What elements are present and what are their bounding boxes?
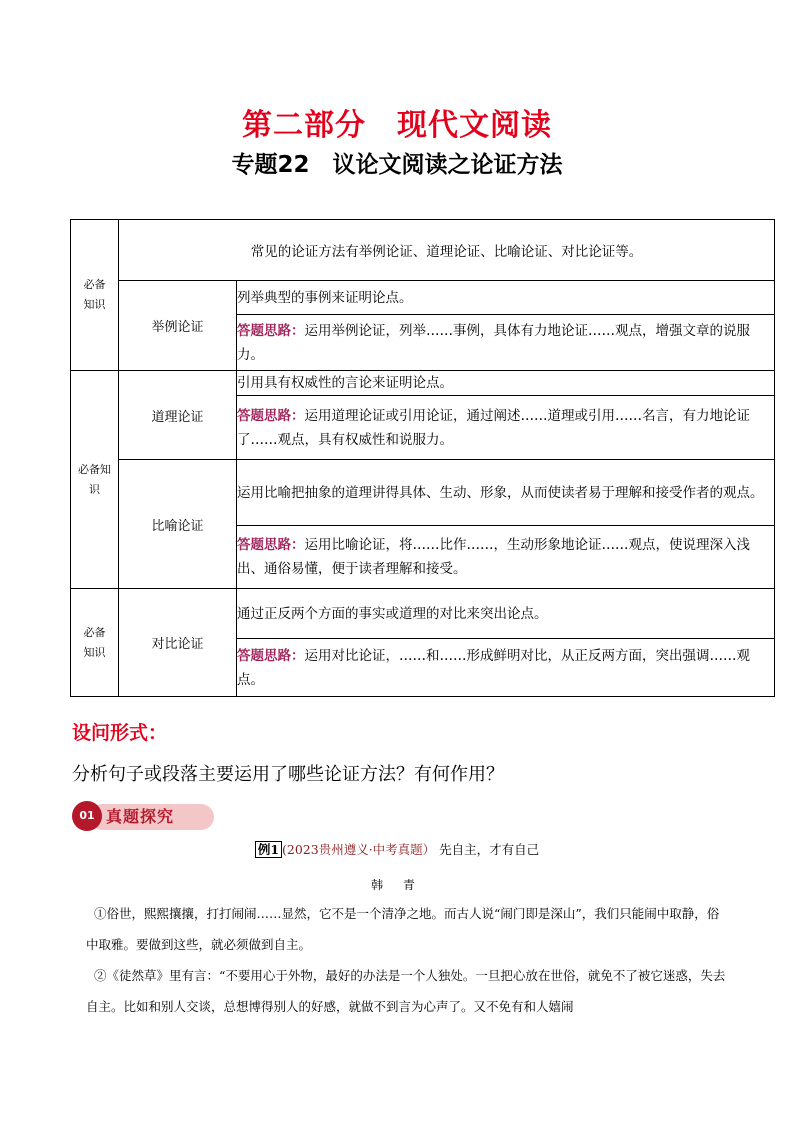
badge-number: 01 — [72, 801, 102, 831]
method-hint-example: 答题思路：运用举例论证，列举……事例，具体有力地论证……观点，增强文章的说服力。 — [237, 315, 775, 371]
example-header — [0, 840, 794, 858]
section-label: 必备 知识 — [71, 220, 119, 371]
hint-label: 答题思路： — [237, 322, 305, 339]
article-paragraph: ②《徒然草》里有言：“不要用心于外物，最好的办法是一个人独处。一旦把心放在世俗，就免不了被它迷惑，失去自主。比如和别人交谈，总想博得别人的好感，就做不到言为心声了。又不免有和人嬉闹 — [86, 968, 726, 1014]
intro-text: 常见的论证方法有举例论证、道理论证、比喻论证、对比论证等。 — [119, 220, 775, 281]
section-label: 必备 知识 — [71, 589, 119, 697]
topic-title: 专题22 议论文阅读之论证方法 — [231, 152, 563, 178]
method-name-reasoning: 道理论证 — [119, 371, 237, 460]
method-name-contrast: 对比论证 — [119, 589, 237, 697]
method-desc-contrast: 通过正反两个方面的事实或道理的对比来突出论点。 — [237, 589, 775, 639]
method-desc-metaphor: 运用比喻把抽象的道理讲得具体、生动、形象，从而使读者易于理解和接受作者的观点。 — [237, 460, 775, 526]
method-desc-reasoning: 引用具有权威性的言论来证明论点。 — [237, 371, 775, 396]
hint-label: 答题思路： — [237, 537, 305, 553]
section-label: 必备知 识 — [71, 371, 119, 589]
article-author: 韩 青 — [371, 878, 423, 892]
badge-text: 真题探究 — [90, 804, 214, 830]
part-title: 第二部分 现代文阅读 — [242, 108, 552, 143]
method-hint-contrast: 答题思路：运用对比论证，……和……形成鲜明对比，从正反两方面，突出强调……观点。 — [237, 639, 775, 697]
method-name-example: 举例论证 — [119, 281, 237, 371]
question-text: 分析句子或段落主要运用了哪些论证方法？有何作用？ — [72, 764, 504, 785]
method-hint-reasoning: 答题思路：运用道理论证或引用论证，通过阐述……道理或引用……名言，有力地论证了……观点，具有权威性和说服力。 — [237, 396, 775, 460]
example-label: 例1 — [255, 841, 282, 858]
hint-label: 答题思路： — [237, 407, 305, 424]
article-paragraph: ①俗世，熙熙攘攘，打打闹闹……显然，它不是一个清净之地。而古人说“闹门即是深山”，我们只能闹中取静，俗中取雅。要做到这些，就必须做到自主。 — [86, 906, 720, 952]
method-hint-metaphor: 答题思路：运用比喻论证，将……比作……，生动形象地论证……观点，使说理深入浅出、通俗易懂，便于读者理解和接受。 — [237, 526, 775, 589]
section-badge — [72, 801, 214, 833]
method-name-metaphor: 比喻论证 — [119, 460, 237, 589]
example-source: (2023贵州遵义·中考真题） — [282, 842, 436, 857]
question-heading: 设问形式： — [72, 722, 168, 744]
hint-label: 答题思路： — [237, 647, 305, 664]
article-title: 先自主，才有自己 — [439, 842, 540, 857]
methods-table — [70, 219, 775, 697]
method-desc-example: 列举典型的事例来证明论点。 — [237, 281, 775, 315]
